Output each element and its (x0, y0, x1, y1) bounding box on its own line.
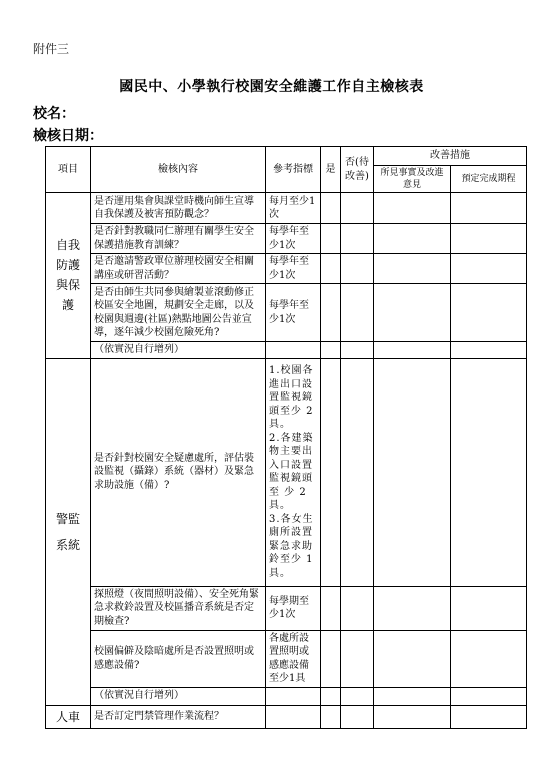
found-cell[interactable] (374, 342, 451, 359)
check-content: 是否運用集會與課堂時機向師生宣導自我保護及被害預防觀念？ (91, 193, 266, 224)
reference-indicator (266, 687, 321, 705)
yes-cell[interactable] (321, 342, 341, 359)
schedule-cell[interactable] (451, 224, 527, 254)
reference-indicator (266, 342, 321, 359)
category-access: 人車 (46, 705, 91, 728)
document-title: 國民中、小學執行校園安全維護工作自主檢核表 (119, 79, 424, 95)
table-row (46, 224, 527, 254)
header-item: 項目 (46, 147, 91, 193)
reference-indicator (266, 705, 321, 728)
found-cell[interactable] (374, 630, 451, 687)
schedule-cell[interactable] (451, 254, 527, 284)
no-cell[interactable] (341, 284, 374, 342)
reference-indicator: 每學年至少1次 (266, 224, 321, 254)
reference-indicator: 每學期至少1次 (266, 586, 321, 630)
no-cell[interactable] (341, 193, 374, 224)
found-cell[interactable] (374, 254, 451, 284)
yes-cell[interactable] (321, 193, 341, 224)
check-content: 校園偏僻及陰暗處所是否設置照明或感應設備? (91, 630, 266, 687)
table-row (46, 687, 527, 705)
header-schedule: 預定完成期程 (451, 166, 527, 193)
no-cell[interactable] (341, 630, 374, 687)
check-content: 是否邀請警政單位辦理校園安全相關講座或研習活動？ (91, 254, 266, 284)
table-row (46, 630, 527, 687)
table-row (46, 284, 527, 342)
reference-indicator: 1.校園各進出口設置監視鏡頭至少 2具。 2.各建築物主要出入口設置監視鏡頭至 少 2具。 3.各女生廁所設置緊急求助鈴至少 1具。 (266, 358, 321, 586)
header-indicator: 參考指標 (266, 147, 321, 193)
checklist-table (45, 146, 527, 729)
yes-cell[interactable] (321, 630, 341, 687)
no-cell[interactable] (341, 358, 374, 586)
no-cell[interactable] (341, 254, 374, 284)
yes-cell[interactable] (321, 586, 341, 630)
header-yes: 是 (321, 147, 341, 193)
reference-indicator: 各處所設置照明或感應設備至少1具 (266, 630, 321, 687)
found-cell[interactable] (374, 284, 451, 342)
found-cell[interactable] (374, 358, 451, 586)
yes-cell[interactable] (321, 687, 341, 705)
header-improve: 改善措施 (374, 147, 527, 166)
header-no: 否(待改善) (341, 147, 374, 193)
check-content: 是否針對教職同仁辦理有關學生安全保護措施教育訓練？ (91, 224, 266, 254)
category-monitoring: 警監 系統 (46, 358, 91, 705)
table-row (46, 193, 527, 224)
table-row (46, 586, 527, 630)
check-content: 是否針對校園安全疑慮處所，評估裝設監視（攝錄）系統（器材）及緊急求助設施（備）? (91, 358, 266, 586)
schedule-cell[interactable] (451, 342, 527, 359)
schedule-cell[interactable] (451, 586, 527, 630)
no-cell[interactable] (341, 687, 374, 705)
schedule-cell[interactable] (451, 705, 527, 728)
found-cell[interactable] (374, 687, 451, 705)
table-row (46, 342, 527, 359)
no-cell[interactable] (341, 586, 374, 630)
no-cell[interactable] (341, 342, 374, 359)
school-name-label: 校名： (33, 106, 75, 122)
yes-cell[interactable] (321, 705, 341, 728)
check-content: 探照燈（夜間照明設備）、安全死角緊急求救鈴設置及校區播音系統是否定期檢查? (91, 586, 266, 630)
check-content: 是否由師生共同參與繪製並滾動修正校區安全地圖，規劃安全走廊，以及校園與週邊(社區)熱點地圖公告並宣導，逐年減少校園危險死角? (91, 284, 266, 342)
attachment-label: 附件三 (33, 42, 70, 56)
header-content: 檢核內容 (91, 147, 266, 193)
found-cell[interactable] (374, 224, 451, 254)
schedule-cell[interactable] (451, 687, 527, 705)
yes-cell[interactable] (321, 358, 341, 586)
found-cell[interactable] (374, 586, 451, 630)
found-cell[interactable] (374, 193, 451, 224)
schedule-cell[interactable] (451, 193, 527, 224)
reference-indicator: 每月至少1次 (266, 193, 321, 224)
check-date-label: 檢核日期： (33, 128, 103, 144)
reference-indicator: 每學年至少1次 (266, 254, 321, 284)
category-self-protection: 自我 防護 與保 護 (46, 193, 91, 359)
found-cell[interactable] (374, 705, 451, 728)
table-row (46, 254, 527, 284)
table-row (46, 705, 527, 728)
yes-cell[interactable] (321, 284, 341, 342)
schedule-cell[interactable] (451, 358, 527, 586)
check-content: 是否訂定門禁管理作業流程？ (91, 705, 266, 728)
schedule-cell[interactable] (451, 630, 527, 687)
header-found: 所見事實及改進意見 (374, 166, 451, 193)
extra-row-note: （依實況自行增列） (91, 342, 266, 359)
extra-row-note: （依實況自行增列） (91, 687, 266, 705)
no-cell[interactable] (341, 224, 374, 254)
table-row (46, 358, 527, 586)
no-cell[interactable] (341, 705, 374, 728)
header-row (46, 147, 527, 166)
yes-cell[interactable] (321, 254, 341, 284)
yes-cell[interactable] (321, 224, 341, 254)
reference-indicator: 每學年至少1次 (266, 284, 321, 342)
schedule-cell[interactable] (451, 284, 527, 342)
